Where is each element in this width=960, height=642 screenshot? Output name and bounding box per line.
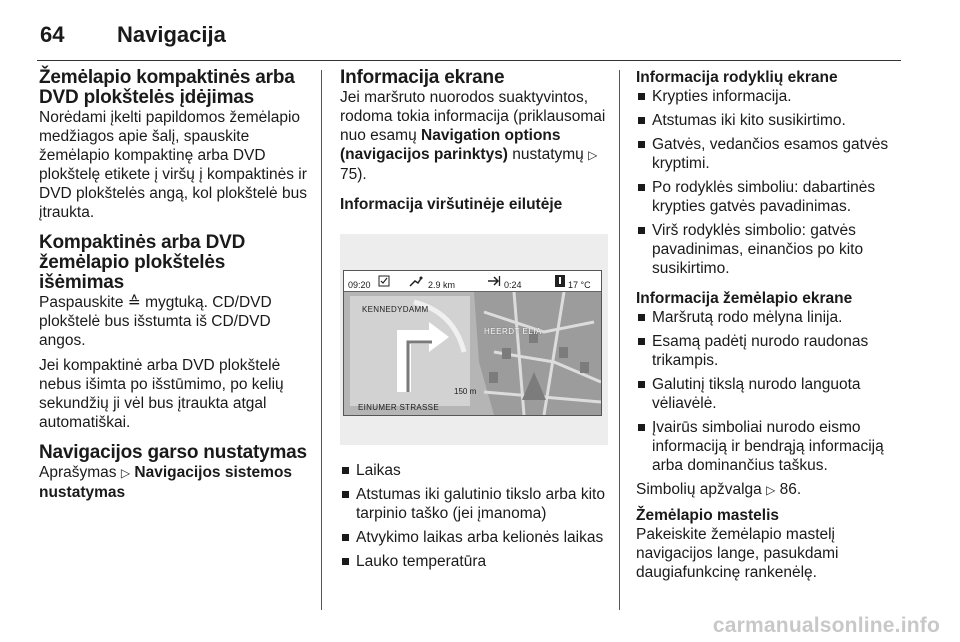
list-item: Laikas	[340, 461, 608, 480]
temperature-readout: 17 °C	[568, 280, 591, 290]
list-item: Atvykimo laikas arba kelionės laikas	[340, 528, 608, 547]
page-title: Navigacija	[117, 22, 226, 47]
paragraph: Norėdami įkelti papildomos žemėlapio medžiagos apie šalį, spauskite žemėlapio kompaktinę arba DVD plokštelę etikete į viršų į kompaktinės ir DVD plokštelės angą, kol plokštelė bus įtraukta.	[39, 109, 307, 221]
column-divider	[619, 70, 620, 610]
route-distance-icon	[409, 275, 423, 287]
time-readout: 09:20	[348, 280, 371, 290]
list-item: Po rodyklės simboliu: dabartinės krypties gatvės pavadinimas.	[636, 178, 911, 216]
paragraph: Jei kompaktinė arba DVD plokštelė nebus išimta po išstūmimo, po kelių sekundžių ji vėl bus įtraukta atgal automatiškai.	[39, 357, 284, 431]
thermometer-icon	[554, 274, 566, 288]
page-number: 64	[40, 22, 65, 47]
list-item: Gatvės, vedančios esamos gatvės kryptimi.	[636, 135, 911, 173]
column-3	[636, 68, 911, 582]
paragraph: Jei maršruto nuorodos suaktyvintos, rodoma tokia informacija (priklausomai nuo esamų Navigation options (navigacijos parinktys) nustatymų ▷ 75).	[340, 89, 606, 183]
reference-arrow-icon: ▷	[766, 483, 776, 497]
list-item: Atstumas iki galutinio tikslo arba kito tarpinio taško (jei įmanoma)	[340, 485, 608, 523]
paragraph: Aprašymas ▷ Navigacijos sistemos nustatymas	[39, 464, 293, 501]
list-item: Krypties informacija.	[636, 87, 911, 106]
column-1	[39, 68, 311, 502]
list-item: Lauko temperatūra	[340, 552, 608, 571]
eject-icon: ≙	[127, 294, 141, 311]
list-item: Įvairūs simboliai nurodo eismo informaciją ir bendrąją informaciją arba dominančius taškus.	[636, 418, 911, 475]
list-item: Maršrutą rodo mėlyna linija.	[636, 308, 911, 327]
subheading: Žemėlapio mastelis	[636, 507, 780, 524]
column-2	[340, 68, 608, 576]
paragraph: Paspauskite ≙ mygtuką. CD/DVD plokštelė bus išstumta iš CD/DVD angos.	[39, 294, 272, 349]
bullet-list-map-screen	[636, 308, 911, 475]
section-heading-disc-insert: Žemėlapio kompaktinės arba DVD plokštelės įdėjimas	[39, 67, 295, 108]
turn-distance-label: 150 m	[454, 387, 477, 396]
arrival-arrow-icon	[487, 275, 501, 287]
section-heading-nav-audio: Navigacijos garso nustatymas	[39, 442, 307, 463]
current-street-label: EINUMER STRASSE	[358, 403, 439, 412]
list-item: Galutinį tikslą nurodo languota vėliavėlė.	[636, 375, 911, 413]
navigation-display	[343, 270, 602, 416]
section-heading-screen-info: Informacija ekrane	[340, 67, 505, 88]
map-view	[344, 292, 601, 415]
subheading: Informacija žemėlapio ekrane	[636, 290, 853, 307]
cross-reference-link[interactable]: Navigation options (navigacijos parinktys)	[340, 127, 561, 163]
footer-watermark: carmanualsonline.info	[712, 614, 940, 637]
distance-readout: 2.9 km	[428, 280, 456, 290]
duration-readout: 0:24	[504, 280, 522, 290]
section-heading-disc-eject: Kompaktinės arba DVD žemėlapio plokštelės išėmimas	[39, 232, 246, 293]
paragraph: Pakeiskite žemėlapio mastelį navigacijos lange, pasukdami daugiafunkcinę rankenėlę.	[636, 526, 839, 581]
subheading: Informacija viršutinėje eilutėje	[340, 196, 563, 213]
clock-icon	[378, 275, 390, 287]
list-item: Virš rodyklės simbolio: gatvės pavadinimas, einančios po kito susikirtimo.	[636, 221, 911, 278]
page-header	[37, 18, 901, 61]
bullet-list-top-line	[340, 461, 608, 571]
district-label: HEERDT ELIA	[484, 327, 542, 336]
list-item: Atstumas iki kito susikirtimo.	[636, 111, 911, 130]
navigation-screen-illustration	[340, 234, 608, 445]
status-bar	[344, 271, 601, 292]
cross-reference-link[interactable]: Navigacijos sistemos nustatymas	[39, 464, 293, 501]
reference-arrow-icon: ▷	[588, 148, 598, 162]
paragraph: Simbolių apžvalga ▷ 86.	[636, 481, 802, 498]
reference-arrow-icon: ▷	[120, 466, 131, 480]
list-item: Esamą padėtį nurodo raudonas trikampis.	[636, 332, 911, 370]
subheading: Informacija rodyklių ekrane	[636, 69, 838, 86]
column-divider	[321, 70, 322, 610]
bullet-list-arrow-screen	[636, 87, 911, 278]
next-street-label: KENNEDYDAMM	[362, 305, 429, 314]
